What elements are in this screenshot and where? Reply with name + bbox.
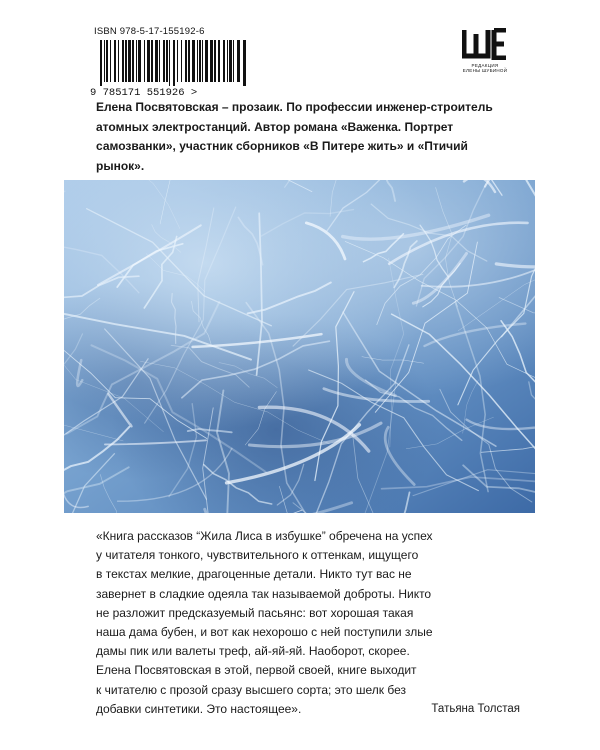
barcode-bar bbox=[132, 40, 134, 82]
barcode-bar bbox=[104, 40, 105, 82]
isbn-label: ISBN 978-5-17-155192-6 bbox=[94, 26, 205, 37]
barcode-bar bbox=[177, 40, 178, 82]
barcode-bar bbox=[114, 40, 116, 82]
publisher-logo bbox=[452, 28, 518, 73]
barcode-bar bbox=[205, 40, 208, 82]
isbn-barcode-block bbox=[90, 26, 260, 99]
barcode-bar bbox=[138, 40, 141, 82]
barcode-bar bbox=[169, 40, 170, 86]
barcode-bar bbox=[136, 40, 137, 82]
ean-digits: 9 785171 551926 > bbox=[90, 87, 198, 99]
author-bio-text: Елена Посвятовская – прозаик. По профессии инженер-строитель атомных электростанций. Автор романа «Важенка. Портрет самозванки», участник сборников «В Питере жить» и «Птичий рынок». bbox=[96, 100, 493, 173]
barcode-bar bbox=[166, 40, 168, 82]
barcode-bar bbox=[118, 40, 119, 82]
barcode-bar bbox=[227, 40, 228, 82]
review-quote bbox=[96, 527, 516, 719]
barcode-bar bbox=[237, 40, 240, 82]
barcode-bar bbox=[188, 40, 190, 82]
author-bio bbox=[96, 98, 516, 176]
barcode-bar bbox=[110, 40, 111, 82]
barcode-bar bbox=[144, 40, 145, 82]
barcode-bar bbox=[229, 40, 232, 82]
barcode-bar bbox=[185, 40, 187, 82]
barcode-bar bbox=[223, 40, 225, 82]
barcode-bar bbox=[197, 40, 198, 82]
barcode-bar bbox=[173, 40, 175, 86]
ice-photo-graphic bbox=[64, 180, 535, 513]
barcode-bar bbox=[122, 40, 124, 82]
ice-photo bbox=[64, 180, 535, 513]
barcode-bar bbox=[214, 40, 216, 82]
publisher-logo-mark bbox=[462, 28, 508, 60]
quote-attribution: Татьяна Толстая bbox=[431, 703, 520, 715]
barcode-bar bbox=[233, 40, 234, 82]
barcode-bar bbox=[192, 40, 195, 82]
barcode-bar bbox=[125, 40, 127, 82]
barcode-bar bbox=[100, 40, 102, 86]
barcode-bar bbox=[151, 40, 153, 82]
barcode-bar bbox=[163, 40, 165, 82]
barcode-bar bbox=[202, 40, 203, 82]
barcode-bar bbox=[210, 40, 213, 82]
barcode-bar bbox=[155, 40, 158, 82]
publisher-caption: РЕДАКЦИЯ ЕЛЕНЫ ШУБИНОЙ bbox=[462, 63, 508, 73]
review-quote-text: «Книга рассказов “Жила Лиса в избушке” обречена на успех у читателя тонкого, чувствительного к оттенкам, ищущего в текстах мелкие, драгоценные детали. Никто тут вас не завернет в сладкие одеяла так называемой доброты. Никто не разложит предсказуемый пасьянс: вот хорошая такая наша дама бубен, и вот как нехорошо с ней поступили злые дамы пик или валеты треф, ай-яй-яй. Наоборот, скорее. Елена Посвятовская в этой, первой своей, книге выходит к читателю с прозой сразу высшего сорта; это шелк без добавки синтетики. Это настоящее». bbox=[96, 529, 433, 716]
barcode-bar bbox=[159, 40, 160, 82]
barcode-bars bbox=[90, 40, 252, 86]
barcode-bar bbox=[243, 40, 246, 86]
barcode-bar bbox=[106, 40, 108, 82]
barcode-bar bbox=[218, 40, 220, 82]
barcode-bar bbox=[199, 40, 201, 82]
barcode-bar bbox=[181, 40, 182, 82]
barcode-bar bbox=[128, 40, 131, 82]
barcode-bar bbox=[147, 40, 150, 82]
